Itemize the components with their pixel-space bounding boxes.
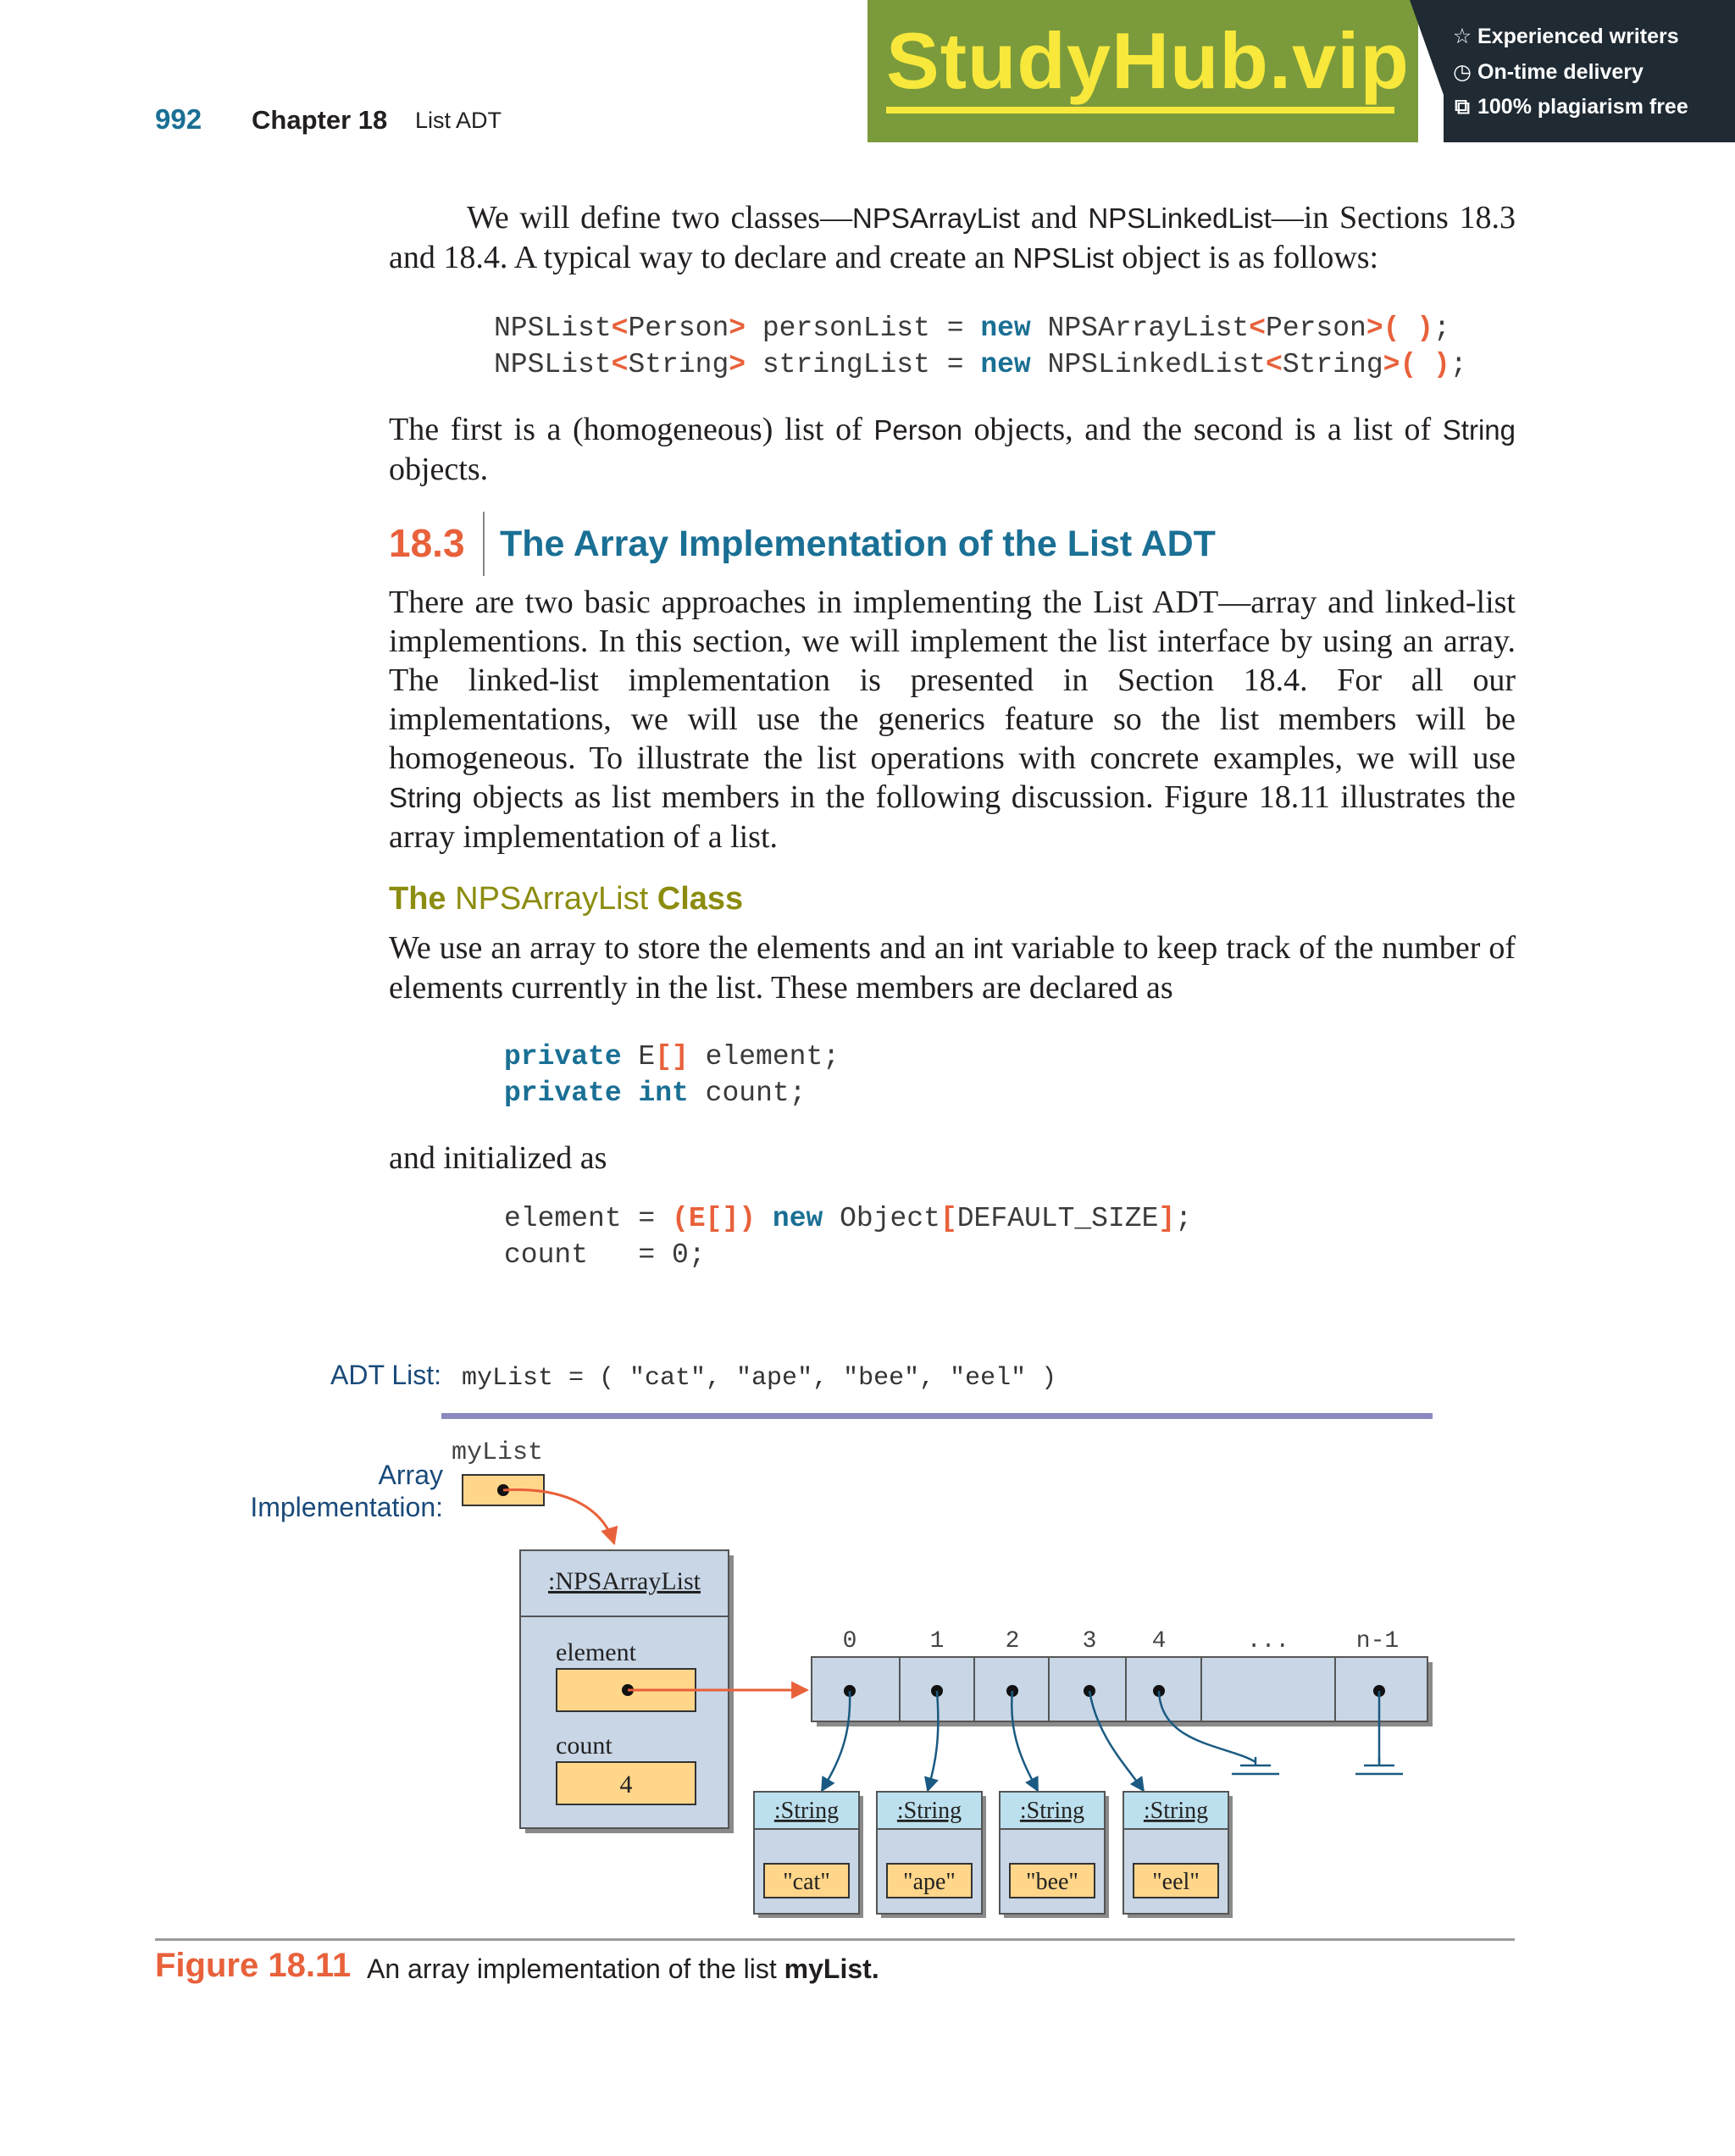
string-object-bee <box>1000 1792 1109 1918</box>
string-value: "cat" <box>783 1869 830 1895</box>
adt-divider <box>441 1413 1433 1419</box>
intro-paragraph-1: We will define two classes—NPSArrayList and NPSLinkedList—in Sections 18.3 and 18.4. A typical way to declare and create an NPSList object is as follows: <box>389 200 1516 275</box>
field-count-label: count <box>556 1732 613 1760</box>
impl-label-1: Array <box>378 1460 443 1490</box>
string-object-eel <box>1123 1792 1233 1918</box>
array-index-ellipsis: ... <box>1246 1628 1290 1654</box>
array-index-3: 3 <box>1082 1628 1097 1654</box>
string-value: "bee" <box>1026 1869 1078 1895</box>
array-index-1: 1 <box>929 1628 945 1654</box>
clock-icon: ◷ <box>1453 60 1472 84</box>
array-index-4: 4 <box>1151 1628 1167 1654</box>
section-title: The Array Implementation of the List ADT <box>500 524 1216 564</box>
feature-experienced-writers: ☆ Experienced writers <box>1452 25 1679 48</box>
string-title: :String <box>773 1798 840 1824</box>
feature-on-time-delivery: ◷ On-time delivery <box>1453 60 1644 84</box>
figure-label: Figure 18.11 <box>155 1947 352 1984</box>
string-object-ape <box>877 1792 986 1918</box>
object-title: :NPSArrayList <box>548 1567 701 1595</box>
string-value: "eel" <box>1152 1869 1200 1895</box>
initialized-as-text: and initialized as <box>389 1140 607 1176</box>
string-object-cat <box>754 1792 863 1918</box>
figure-array-implementation <box>0 1322 1735 1932</box>
var-name: myList <box>452 1438 544 1467</box>
page-number: 992 <box>155 103 202 135</box>
code-line: element = (E[]) new Object[DEFAULT_SIZE]; <box>504 1203 1193 1234</box>
section-paragraph: There are two basic approaches in implementing the List ADT—array and linked-list implementions. In this section, we will implement the list interface by using an array. The linked-list implementation is presented in Section 18.4. For all our implementations, we will use the generics feature so the list members will be homogeneous. To illustrate the list operations with concrete examples, we will use String objects as list members in the following discussion. Figure 18.11 illustrates the array implementation of a list. <box>389 585 1516 855</box>
subsection-paragraph: We use an array to store the elements and an int variable to keep track of the number of elements currently in the list. These members are declared as <box>389 930 1516 1006</box>
code-declare-lists <box>494 310 1467 383</box>
string-title: :String <box>896 1798 962 1824</box>
field-count-value: 4 <box>619 1771 633 1799</box>
code-line: count = 0; <box>504 1239 706 1271</box>
adt-list-label: ADT List: <box>330 1360 441 1390</box>
code-line: private int count; <box>504 1078 807 1109</box>
string-title: :String <box>1143 1798 1209 1824</box>
code-line: private E[] element; <box>504 1041 840 1072</box>
impl-label-2: Implementation: <box>250 1492 443 1522</box>
field-element-label: element <box>556 1638 636 1666</box>
subsection-title: The NPSArrayList Class <box>389 881 744 917</box>
code-initialization <box>504 1200 1192 1273</box>
code-member-declarations <box>504 1039 840 1111</box>
code-line: NPSList<String> stringList = new NPSLinkedList<String>( ); <box>494 349 1467 380</box>
studyhub-banner[interactable] <box>868 0 1735 142</box>
adt-list-value: myList = ( "cat", "ape", "bee", "eel" ) <box>462 1364 1057 1393</box>
copy-icon: ⧉ <box>1455 95 1470 119</box>
array-index-last: n-1 <box>1355 1628 1400 1654</box>
section-divider <box>483 512 485 576</box>
figure-caption: An array implementation of the list myList. <box>367 1954 879 1984</box>
string-title: :String <box>1019 1798 1085 1824</box>
code-line: NPSList<Person> personList = new NPSArrayList<Person>( ); <box>494 313 1450 344</box>
array-index-2: 2 <box>1005 1628 1020 1654</box>
array-index-0: 0 <box>842 1628 857 1654</box>
chapter-label: Chapter 18 <box>252 105 388 135</box>
figure-rule <box>155 1938 1515 1941</box>
intro-paragraph-2: The first is a (homogeneous) list of Person objects, and the second is a list of String objects. <box>389 412 1516 487</box>
studyhub-logo[interactable]: StudyHub.vip <box>886 16 1410 105</box>
chapter-topic: List ADT <box>415 108 502 133</box>
string-value: "ape" <box>903 1869 956 1895</box>
feature-plagiarism-free: ⧉ 100% plagiarism free <box>1452 95 1688 119</box>
logo-underline <box>886 107 1394 114</box>
star-icon: ☆ <box>1452 25 1472 48</box>
section-number: 18.3 <box>389 521 465 565</box>
